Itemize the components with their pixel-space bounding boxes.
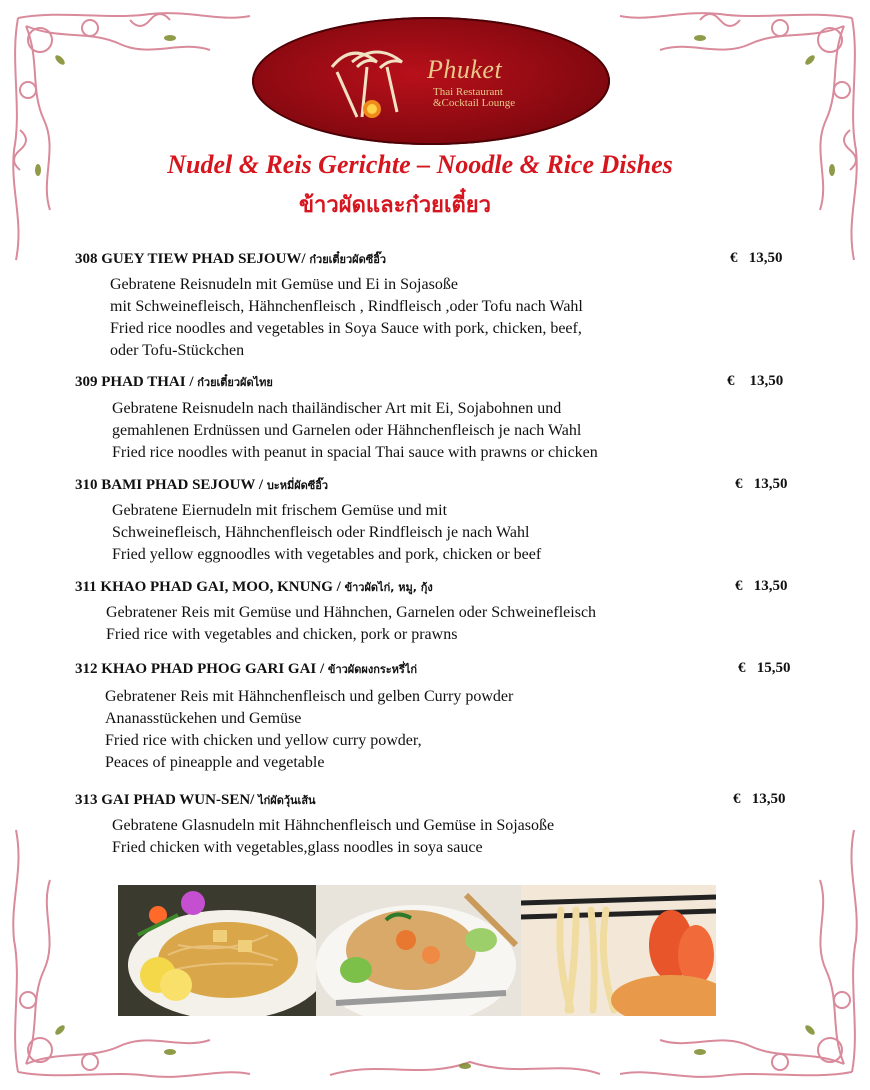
dish-title xyxy=(75,476,328,494)
dish-description xyxy=(110,274,583,362)
currency-symbol: € xyxy=(738,660,746,676)
price-value: 13,50 xyxy=(751,791,786,807)
description-line: Gebratene Reisnudeln nach thailändischer Art mit Ei, Sojabohnen und xyxy=(112,400,562,417)
dish-name-thai: ข้าวผัดไก่, หมู, กุ้ง xyxy=(344,581,433,594)
dish-name: 310 BAMI PHAD SEJOUW / xyxy=(75,477,264,493)
dish-description xyxy=(112,398,598,464)
dish-name-thai: บะหมี่ผัดซีอิ๊ว xyxy=(266,479,329,492)
description-line: Ananasstückehen und Gemüse xyxy=(105,710,302,727)
dish-price xyxy=(735,578,788,595)
dish-title xyxy=(75,578,433,596)
description-line: Fried rice with chicken und yellow curry powder, xyxy=(105,732,422,749)
dish-description xyxy=(105,686,513,774)
price-value: 13,50 xyxy=(748,250,783,266)
currency-symbol: € xyxy=(730,250,738,266)
price-value: 13,50 xyxy=(753,578,788,594)
description-line: gemahlenen Erdnüssen und Garnelen oder Hähnchenfleisch je nach Wahl xyxy=(112,422,582,439)
currency-symbol: € xyxy=(735,578,743,594)
restaurant-logo xyxy=(252,17,610,145)
dish-name-thai: ก๋วยเตี๋ยวผัดไทย xyxy=(197,376,273,389)
dish-name-thai: ก๋วยเตี๋ยวผัดซีอิ๊ว xyxy=(309,253,387,266)
logo-subtitle-line: &Cocktail Lounge xyxy=(433,97,516,109)
dish-price xyxy=(738,660,791,677)
dish-name: 311 KHAO PHAD GAI, MOO, KNUNG / xyxy=(75,579,341,595)
pad-thai-photo xyxy=(118,885,316,1016)
dish-description xyxy=(106,602,596,646)
logo-subtitle xyxy=(433,87,553,109)
dish-price xyxy=(730,250,783,267)
price-value: 15,50 xyxy=(756,660,791,676)
description-line: Gebratener Reis mit Gemüse und Hähnchen, Garnelen oder Schweinefleisch xyxy=(106,604,597,621)
currency-symbol: € xyxy=(735,476,743,492)
logo-name: Phuket xyxy=(427,55,503,84)
dish-price xyxy=(727,373,783,390)
currency-symbol: € xyxy=(733,791,741,807)
dish-name: 313 GAI PHAD WUN-SEN/ xyxy=(75,792,255,808)
dish-title xyxy=(75,373,273,391)
description-line: Gebratene Reisnudeln mit Gemüse und Ei in Sojasoße xyxy=(110,276,458,293)
dish-name-thai: ข้าวผัดผงกระหรี่ไก่ xyxy=(327,663,418,676)
description-line: oder Tofu-Stückchen xyxy=(110,342,245,359)
price-value: 13,50 xyxy=(753,476,788,492)
description-line: Fried rice noodles and vegetables in Soya Sauce with pork, chicken, beef, xyxy=(110,320,582,337)
logo-subtitle-line: Thai Restaurant xyxy=(433,86,503,98)
dish-description xyxy=(112,815,554,859)
dish-name: 312 KHAO PHAD PHOG GARI GAI / xyxy=(75,661,325,677)
description-line: Fried rice noodles with peanut in spacial Thai sauce with prawns or chicken xyxy=(112,444,598,461)
dish-name-thai: ไก่ผัดวุ้นเส้น xyxy=(258,794,316,807)
dish-title xyxy=(75,250,386,268)
dish-title xyxy=(75,791,316,809)
description-line: Fried rice with vegetables and chicken, pork or prawns xyxy=(106,626,458,643)
description-line: Gebratener Reis mit Hähnchenfleisch und gelben Curry powder xyxy=(105,688,514,705)
description-line: Gebratene Eiernudeln mit frischem Gemüse und mit xyxy=(112,502,448,519)
dish-price xyxy=(735,476,788,493)
currency-symbol: € xyxy=(727,373,735,389)
section-title-thai: ข้าวผัดและก๋วยเตี๋ยว xyxy=(298,193,492,218)
noodles-photo xyxy=(521,885,716,1016)
description-line: Gebratene Glasnudeln mit Hähnchenfleisch und Gemüse in Sojasoße xyxy=(112,817,555,834)
dish-description xyxy=(112,500,541,566)
section-title: Nudel & Reis Gerichte – Noodle & Rice Dishes xyxy=(167,150,673,179)
dish-price xyxy=(733,791,786,808)
description-line: Schweinefleisch, Hähnchenfleisch oder Rindfleisch je nach Wahl xyxy=(112,524,530,541)
description-line: mit Schweinefleisch, Hähnchenfleisch , Rindfleisch ,oder Tofu nach Wahl xyxy=(110,298,583,315)
description-line: Fried chicken with vegetables,glass noodles in soya sauce xyxy=(112,839,483,856)
dish-name: 309 PHAD THAI / xyxy=(75,374,194,390)
palm-tree-icon xyxy=(312,37,422,127)
price-value: 13,50 xyxy=(749,373,784,389)
description-line: Fried yellow eggnoodles with vegetables and pork, chicken or beef xyxy=(112,546,542,563)
dish-title xyxy=(75,660,417,678)
description-line: Peaces of pineapple and vegetable xyxy=(105,754,325,771)
dish-name: 308 GUEY TIEW PHAD SEJOUW/ xyxy=(75,251,306,267)
fried-rice-photo xyxy=(316,885,521,1016)
